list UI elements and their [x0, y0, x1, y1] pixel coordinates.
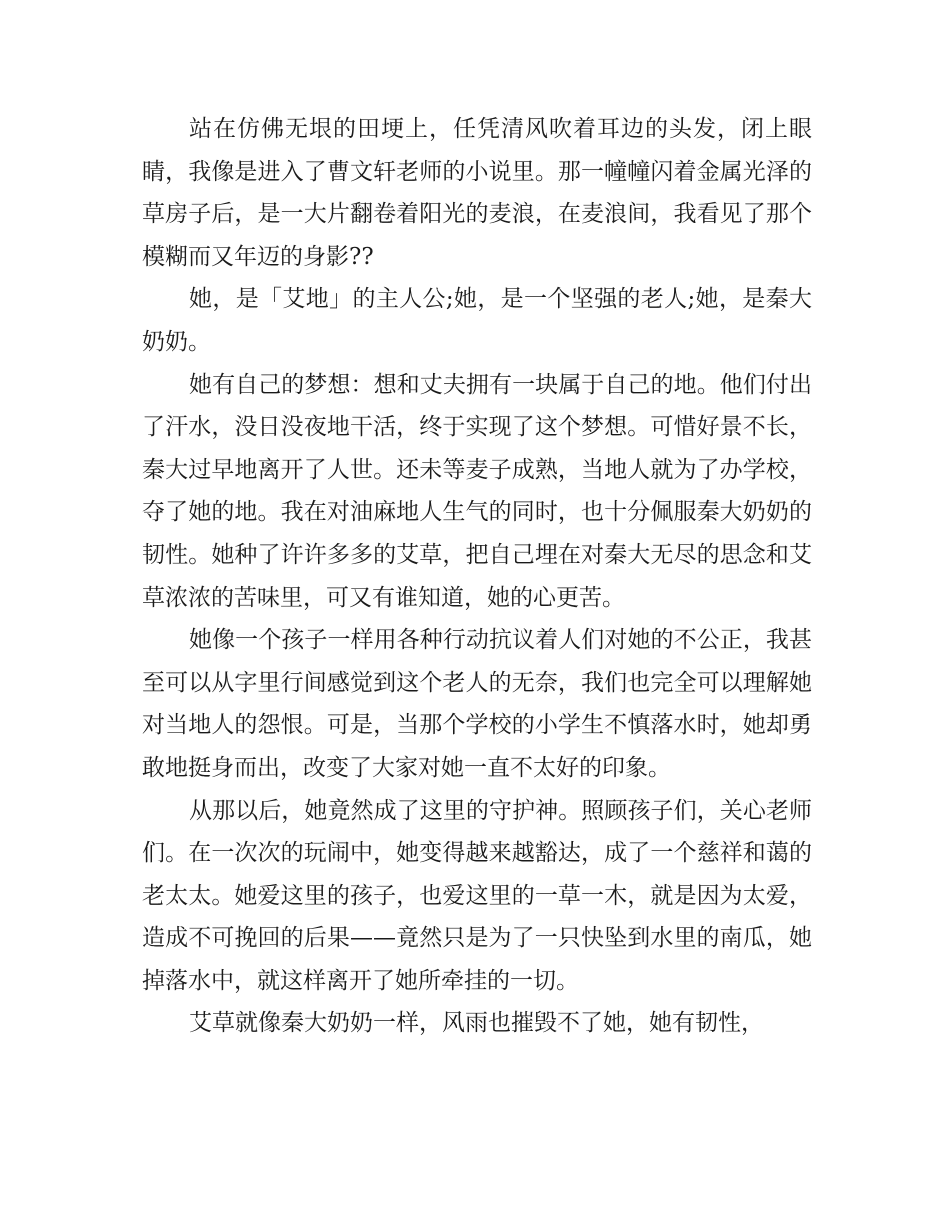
paragraph-4: 她像一个孩子一样用各种行动抗议着人们对她的不公正，我甚至可以从字里行间感觉到这个老人的无奈，我们也完全可以理解她对当地人的怨恨。可是，当那个学校的小学生不慎落水时，她却勇敢地挺身而出，改变了大家对她一直不太好的印象。 [142, 627, 812, 781]
paragraph-5: 从那以后，她竟然成了这里的守护神。照顾孩子们，关心老师们。在一次次的玩闹中，她变得越来越豁达，成了一个慈祥和蔼的老太太。她爱这里的孩子，也爱这里的一草一木，就是因为太爱，造成不可挽回的后果——竟然只是为了一只快坠到水里的南瓜，她掉落水中，就这样离开了她所牵挂的一切。 [142, 797, 812, 994]
paragraph-2: 她，是「艾地」的主人公;她，是一个坚强的老人;她，是秦大奶奶。 [142, 286, 812, 355]
paragraph-3: 她有自己的梦想：想和丈夫拥有一块属于自己的地。他们付出了汗水，没日没夜地干活，终于实现了这个梦想。可惜好景不长，秦大过早地离开了人世。还未等麦子成熟，当地人就为了办学校，夺了她的地。我在对油麻地人生气的同时，也十分佩服秦大奶奶的韧性。她种了许许多多的艾草，把自己埋在对秦大无尽的思念和艾草浓浓的苦味里，可又有谁知道，她的心更苦。 [142, 371, 812, 611]
paragraph-6: 艾草就像秦大奶奶一样，风雨也摧毁不了她，她有韧性， [189, 1010, 764, 1037]
paragraph-1: 站在仿佛无垠的田埂上，任凭清风吹着耳边的头发，闭上眼睛，我像是进入了曹文轩老师的小说里。那一幢幢闪着金属光泽的草房子后，是一大片翻卷着阳光的麦浪，在麦浪间，我看见了那个模糊而又年迈的身影?? [142, 116, 812, 270]
document-page [142, 108, 812, 1045]
